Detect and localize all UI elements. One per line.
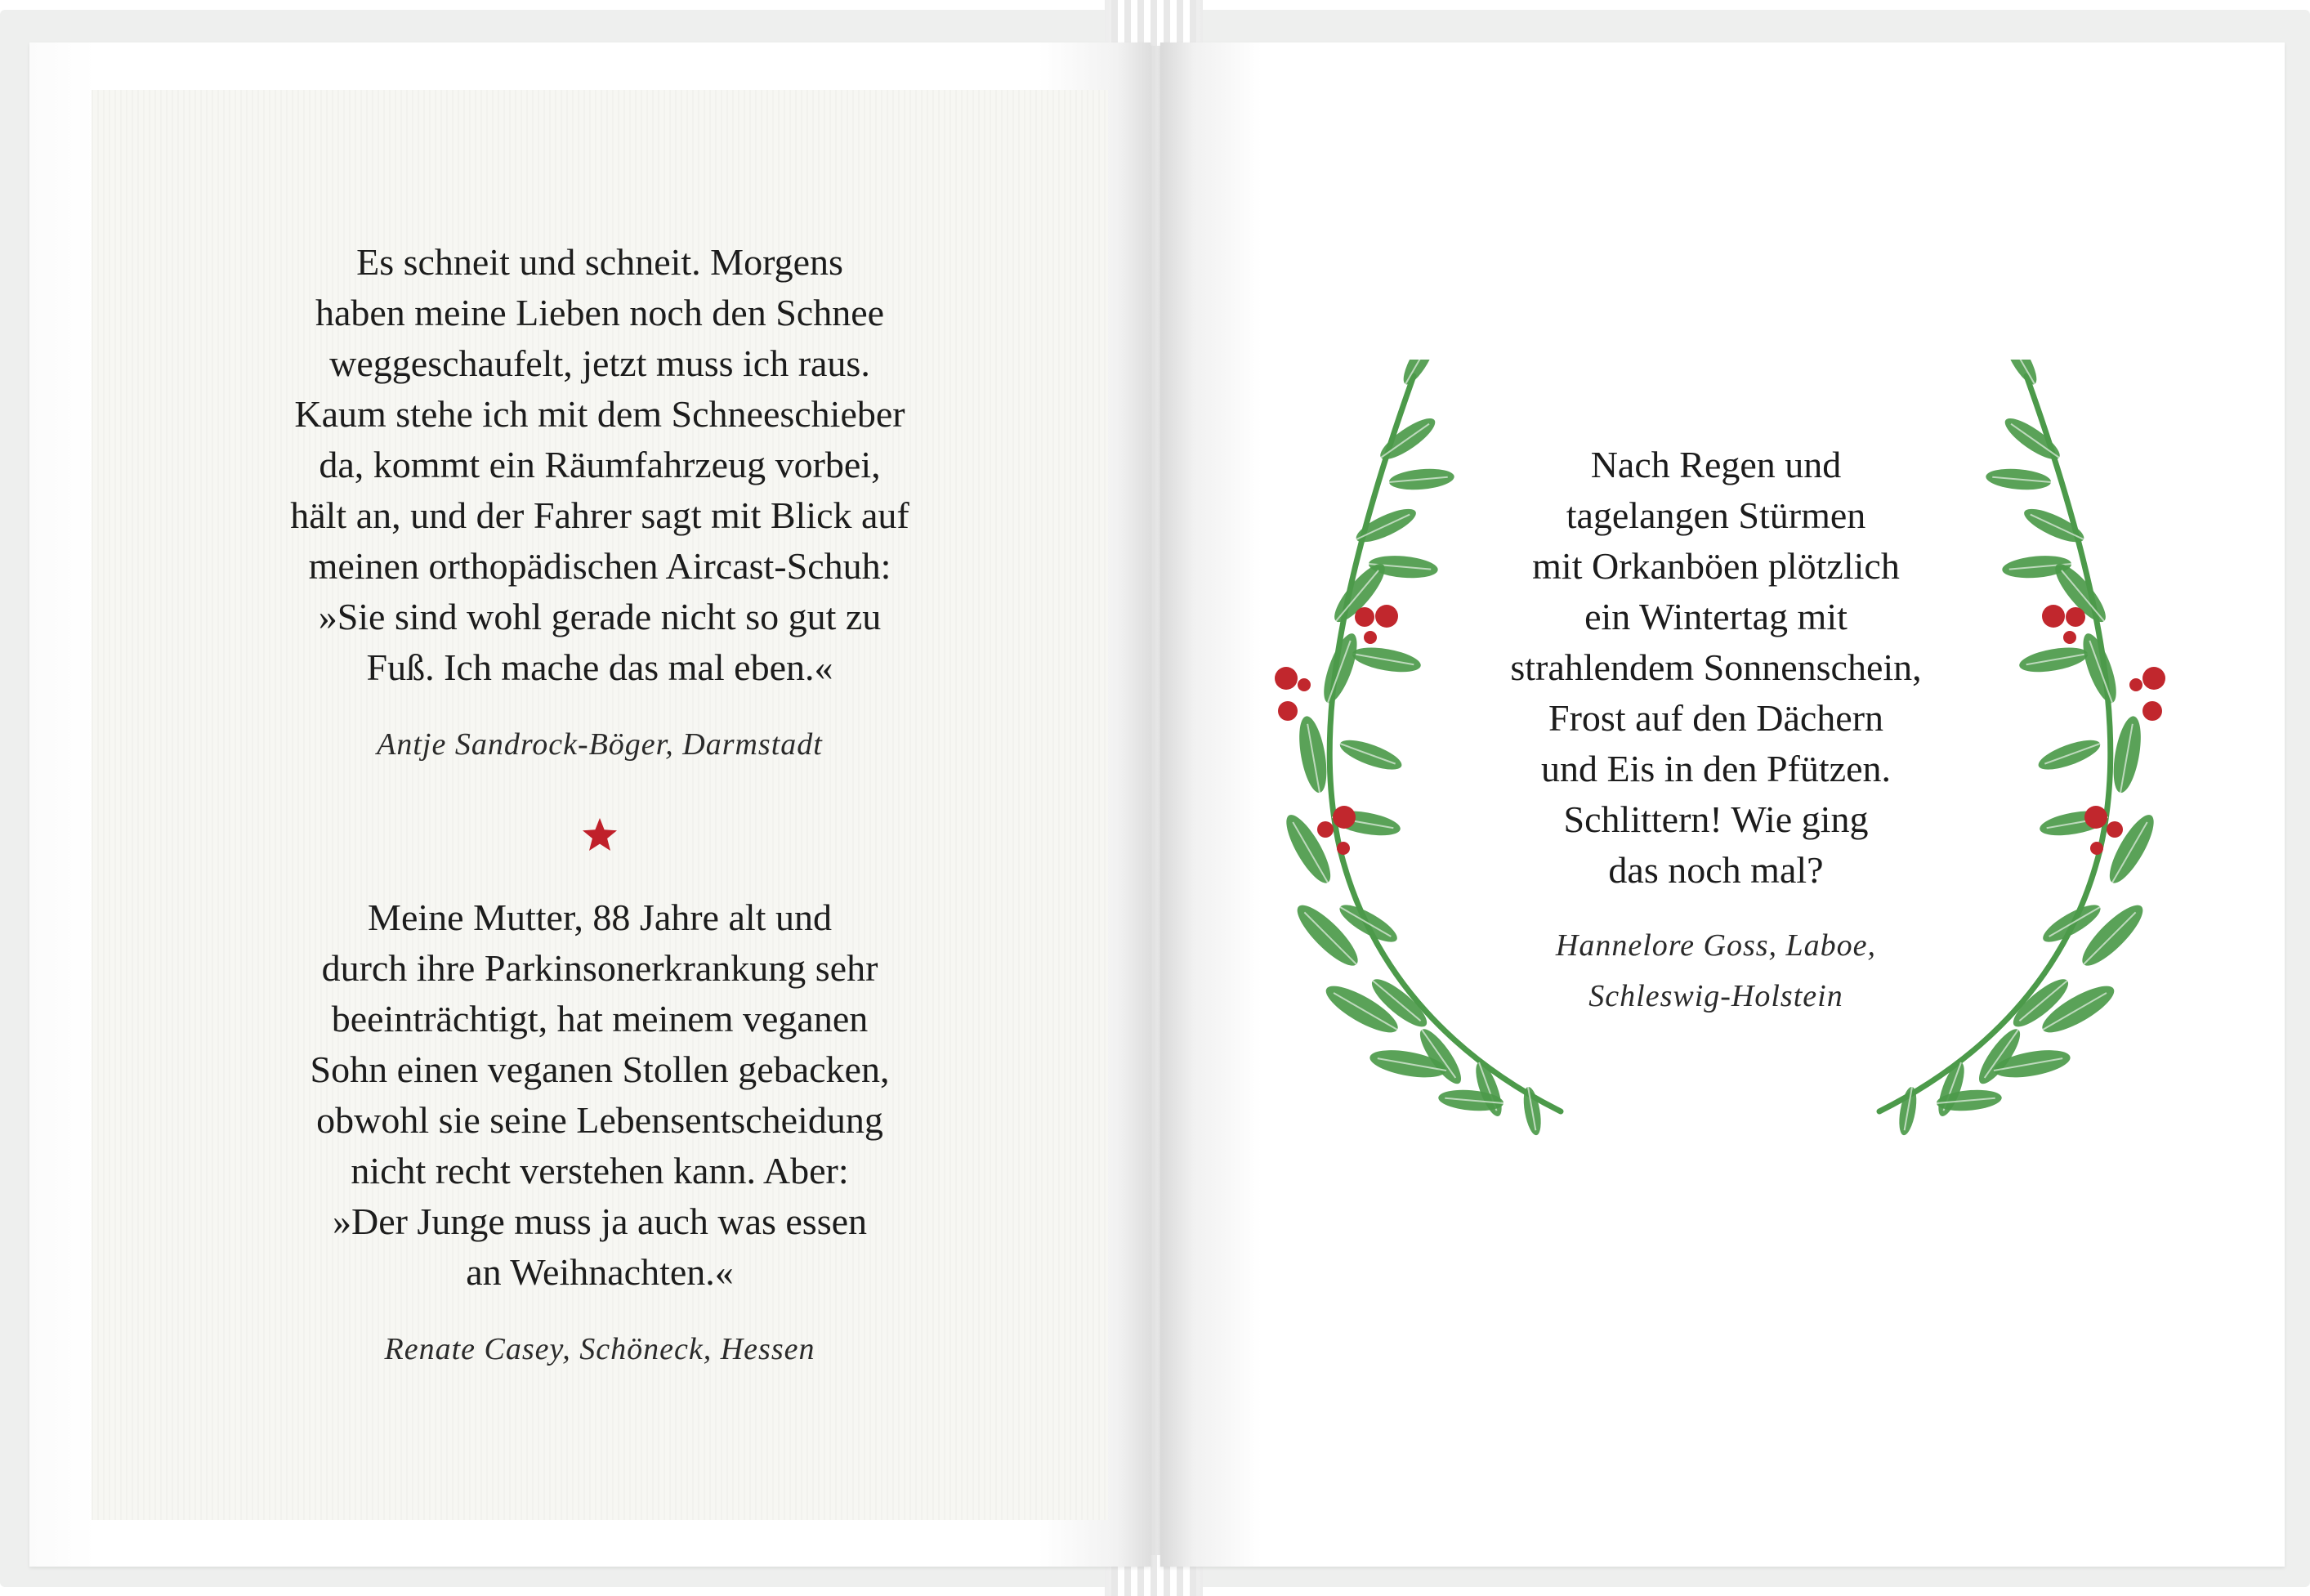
berry-3: [1275, 667, 1298, 690]
story-author-1: Antje Sandrock-Böger, Darmstadt: [377, 727, 823, 762]
berry-0: [1355, 607, 1374, 627]
headband-top: [1111, 0, 1196, 46]
berry-2: [2063, 631, 2076, 644]
story-text-3: Nach Regen und tagelangen Stürmen mit Orkanböen plötzlich ein Wintertag mit strahlendem Sonnenschein, Frost auf den Dächern und Eis in den Pfützen. Schlittern! Wie ging das noch mal?: [1510, 444, 1922, 891]
berry-5: [2142, 701, 2162, 721]
leaf-0: [1999, 360, 2043, 388]
story-author-3: Hannelore Goss, Laboe, Schleswig-Holstein: [1555, 928, 1877, 1013]
story-text-1: Es schneit und schneit. Morgens haben meine Lieben noch den Schnee weggeschaufelt, jetzt muss ich raus. Kaum stehe ich mit dem Schneeschieber da, kommt ein Räumfahrzeug vorbei, hält an, und der Fahrer sagt mit Blick auf meinen orthopädischen Aircast-Schuh: »Sie sind wohl gerade nicht so gut zu Fuß. Ich mache das mal eben.«: [290, 241, 909, 688]
berry-4: [1298, 678, 1311, 691]
berry-7: [1317, 821, 1334, 838]
berry-5: [1278, 701, 1298, 721]
berry-6: [2084, 806, 2107, 829]
berry-6: [1333, 806, 1356, 829]
berry-4: [2129, 678, 2142, 691]
berry-3: [2142, 667, 2165, 690]
berry-7: [2107, 821, 2123, 838]
star-icon: [581, 816, 619, 854]
berry-1: [1375, 605, 1398, 628]
berry-8: [2090, 842, 2103, 855]
leaf-0: [1398, 360, 1442, 388]
berry-1: [2042, 605, 2065, 628]
berry-8: [1337, 842, 1350, 855]
story-text-2: Meine Mutter, 88 Jahre alt und durch ihre Parkinsonerkrankung sehr beeinträchtigt, hat meinem veganen Sohn einen veganen Stollen gebacken, obwohl sie seine Lebensentscheidung nicht recht verstehen kann. Aber: »Der Junge muss ja auch was essen an Weihnachten.«: [310, 896, 890, 1293]
story-author-2: Renate Casey, Schöneck, Hessen: [384, 1332, 815, 1366]
berry-2: [1364, 631, 1377, 644]
berry-0: [2066, 607, 2085, 627]
